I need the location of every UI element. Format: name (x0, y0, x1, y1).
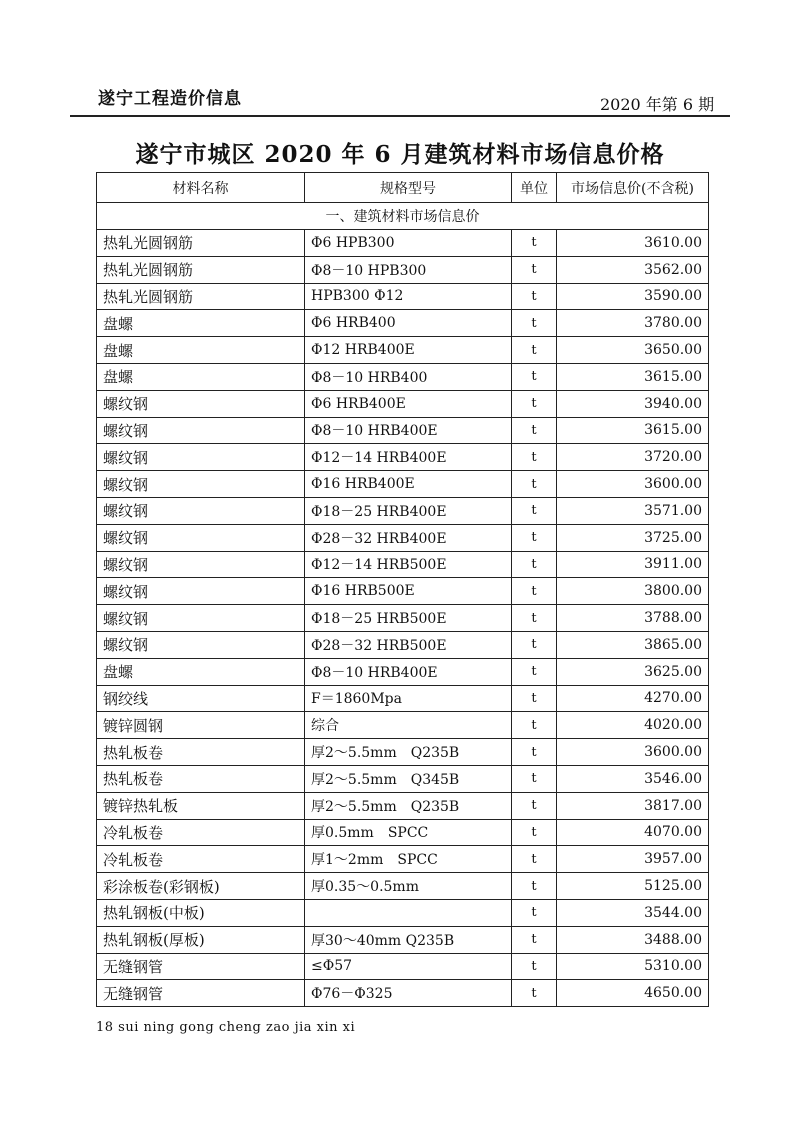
spec-cell: 厚1～2mm SPCC (305, 846, 512, 873)
material-name-cell: 螺纹钢 (97, 497, 305, 524)
price-cell: 3865.00 (557, 631, 709, 658)
material-name-cell: 热轧板卷 (97, 765, 305, 792)
spec-cell: 厚0.5mm SPCC (305, 819, 512, 846)
price-table (96, 172, 709, 1007)
unit-cell: t (512, 471, 557, 498)
material-name-cell: 螺纹钢 (97, 605, 305, 632)
column-header-price: 市场信息价(不含税) (557, 173, 709, 203)
material-name-cell: 盘螺 (97, 363, 305, 390)
material-name-cell: 螺纹钢 (97, 390, 305, 417)
unit-cell: t (512, 980, 557, 1007)
table-row (97, 471, 709, 498)
spec-cell: Φ6 HRB400E (305, 390, 512, 417)
unit-cell: t (512, 283, 557, 310)
unit-cell: t (512, 765, 557, 792)
table-row (97, 685, 709, 712)
material-name-cell: 螺纹钢 (97, 524, 305, 551)
price-cell: 3562.00 (557, 256, 709, 283)
table-row (97, 980, 709, 1007)
unit-cell: t (512, 417, 557, 444)
price-cell: 3725.00 (557, 524, 709, 551)
unit-cell: t (512, 444, 557, 471)
unit-cell: t (512, 712, 557, 739)
spec-cell: Φ8－10 HRB400 (305, 363, 512, 390)
material-name-cell: 盘螺 (97, 658, 305, 685)
unit-cell: t (512, 658, 557, 685)
spec-cell: 厚2～5.5mm Q235B (305, 792, 512, 819)
unit-cell: t (512, 524, 557, 551)
table-row (97, 310, 709, 337)
price-cell: 3788.00 (557, 605, 709, 632)
price-cell: 3544.00 (557, 899, 709, 926)
header-divider (70, 115, 730, 117)
price-cell: 3720.00 (557, 444, 709, 471)
unit-cell: t (512, 310, 557, 337)
unit-cell: t (512, 819, 557, 846)
material-name-cell: 螺纹钢 (97, 444, 305, 471)
table-row (97, 953, 709, 980)
spec-cell: Φ18－25 HRB400E (305, 497, 512, 524)
price-cell: 3940.00 (557, 390, 709, 417)
column-header-unit: 单位 (512, 173, 557, 203)
material-name-cell: 无缝钢管 (97, 980, 305, 1007)
unit-cell: t (512, 631, 557, 658)
unit-cell: t (512, 256, 557, 283)
unit-cell: t (512, 953, 557, 980)
table-row (97, 739, 709, 766)
price-cell: 3800.00 (557, 578, 709, 605)
material-name-cell: 螺纹钢 (97, 551, 305, 578)
material-name-cell: 无缝钢管 (97, 953, 305, 980)
material-name-cell: 热轧板卷 (97, 739, 305, 766)
material-name-cell: 热轧钢板(厚板) (97, 926, 305, 953)
price-cell: 4650.00 (557, 980, 709, 1007)
table-row (97, 926, 709, 953)
table-row (97, 551, 709, 578)
material-name-cell: 热轧光圆钢筋 (97, 230, 305, 257)
unit-cell: t (512, 873, 557, 900)
section-row (97, 203, 709, 230)
spec-cell: 厚30～40mm Q235B (305, 926, 512, 953)
unit-cell: t (512, 846, 557, 873)
table-row (97, 417, 709, 444)
table-row (97, 390, 709, 417)
spec-cell (305, 899, 512, 926)
spec-cell: Φ76－Φ325 (305, 980, 512, 1007)
material-name-cell: 盘螺 (97, 310, 305, 337)
price-cell: 3488.00 (557, 926, 709, 953)
unit-cell: t (512, 551, 557, 578)
unit-cell: t (512, 497, 557, 524)
table-row (97, 792, 709, 819)
unit-cell: t (512, 605, 557, 632)
price-cell: 3817.00 (557, 792, 709, 819)
price-cell: 3590.00 (557, 283, 709, 310)
page-footer: 18 sui ning gong cheng zao jia xin xi (96, 1020, 356, 1035)
spec-cell: Φ6 HPB300 (305, 230, 512, 257)
table-header-row (97, 173, 709, 203)
unit-cell: t (512, 578, 557, 605)
unit-cell: t (512, 390, 557, 417)
material-name-cell: 钢绞线 (97, 685, 305, 712)
spec-cell: Φ6 HRB400 (305, 310, 512, 337)
spec-cell: Φ18－25 HRB500E (305, 605, 512, 632)
unit-cell: t (512, 230, 557, 257)
table-row (97, 497, 709, 524)
price-cell: 3546.00 (557, 765, 709, 792)
material-name-cell: 螺纹钢 (97, 578, 305, 605)
unit-cell: t (512, 685, 557, 712)
spec-cell: Φ28－32 HRB400E (305, 524, 512, 551)
spec-cell: Φ28－32 HRB500E (305, 631, 512, 658)
price-cell: 3625.00 (557, 658, 709, 685)
publication-name: 遂宁工程造价信息 (98, 89, 242, 109)
price-cell: 5310.00 (557, 953, 709, 980)
spec-cell: Φ8－10 HRB400E (305, 417, 512, 444)
material-name-cell: 热轧光圆钢筋 (97, 256, 305, 283)
spec-cell: F＝1860Mpa (305, 685, 512, 712)
table-row (97, 846, 709, 873)
unit-cell: t (512, 926, 557, 953)
table-row (97, 873, 709, 900)
issue-number: 2020 年第 6 期 (600, 95, 715, 114)
table-row (97, 256, 709, 283)
table-row (97, 765, 709, 792)
material-name-cell: 螺纹钢 (97, 417, 305, 444)
material-name-cell: 热轧光圆钢筋 (97, 283, 305, 310)
table-row (97, 578, 709, 605)
spec-cell: HPB300 Φ12 (305, 283, 512, 310)
table-row (97, 819, 709, 846)
table-row (97, 444, 709, 471)
price-cell: 3650.00 (557, 337, 709, 364)
spec-cell: ≤Φ57 (305, 953, 512, 980)
material-name-cell: 冷轧板卷 (97, 846, 305, 873)
table-row (97, 712, 709, 739)
price-cell: 3615.00 (557, 363, 709, 390)
table-row (97, 899, 709, 926)
spec-cell: Φ8－10 HPB300 (305, 256, 512, 283)
table-row (97, 283, 709, 310)
price-cell: 3600.00 (557, 471, 709, 498)
unit-cell: t (512, 337, 557, 364)
table-row (97, 524, 709, 551)
table-row (97, 605, 709, 632)
material-name-cell: 彩涂板卷(彩钢板) (97, 873, 305, 900)
spec-cell: 厚2～5.5mm Q235B (305, 739, 512, 766)
column-header-spec: 规格型号 (305, 173, 512, 203)
table-row (97, 337, 709, 364)
table-row (97, 658, 709, 685)
spec-cell: 厚0.35～0.5mm (305, 873, 512, 900)
material-name-cell: 镀锌热轧板 (97, 792, 305, 819)
spec-cell: Φ16 HRB400E (305, 471, 512, 498)
section-title: 一、建筑材料市场信息价 (97, 203, 709, 230)
price-cell: 4070.00 (557, 819, 709, 846)
material-name-cell: 螺纹钢 (97, 471, 305, 498)
column-header-name: 材料名称 (97, 173, 305, 203)
price-cell: 3957.00 (557, 846, 709, 873)
price-cell: 3571.00 (557, 497, 709, 524)
material-name-cell: 螺纹钢 (97, 631, 305, 658)
page-title: 遂宁市城区 2020 年 6 月建筑材料市场信息价格 (135, 141, 665, 168)
unit-cell: t (512, 899, 557, 926)
table-row (97, 230, 709, 257)
unit-cell: t (512, 739, 557, 766)
spec-cell: Φ12 HRB400E (305, 337, 512, 364)
spec-cell: 综合 (305, 712, 512, 739)
price-cell: 4020.00 (557, 712, 709, 739)
material-name-cell: 盘螺 (97, 337, 305, 364)
spec-cell: 厚2～5.5mm Q345B (305, 765, 512, 792)
spec-cell: Φ8－10 HRB400E (305, 658, 512, 685)
price-cell: 3615.00 (557, 417, 709, 444)
spec-cell: Φ16 HRB500E (305, 578, 512, 605)
material-name-cell: 热轧钢板(中板) (97, 899, 305, 926)
spec-cell: Φ12－14 HRB500E (305, 551, 512, 578)
price-cell: 4270.00 (557, 685, 709, 712)
material-name-cell: 镀锌圆钢 (97, 712, 305, 739)
price-cell: 3610.00 (557, 230, 709, 257)
spec-cell: Φ12－14 HRB400E (305, 444, 512, 471)
table-row (97, 363, 709, 390)
price-cell: 5125.00 (557, 873, 709, 900)
price-cell: 3600.00 (557, 739, 709, 766)
price-cell: 3780.00 (557, 310, 709, 337)
material-name-cell: 冷轧板卷 (97, 819, 305, 846)
price-cell: 3911.00 (557, 551, 709, 578)
unit-cell: t (512, 363, 557, 390)
unit-cell: t (512, 792, 557, 819)
table-row (97, 631, 709, 658)
